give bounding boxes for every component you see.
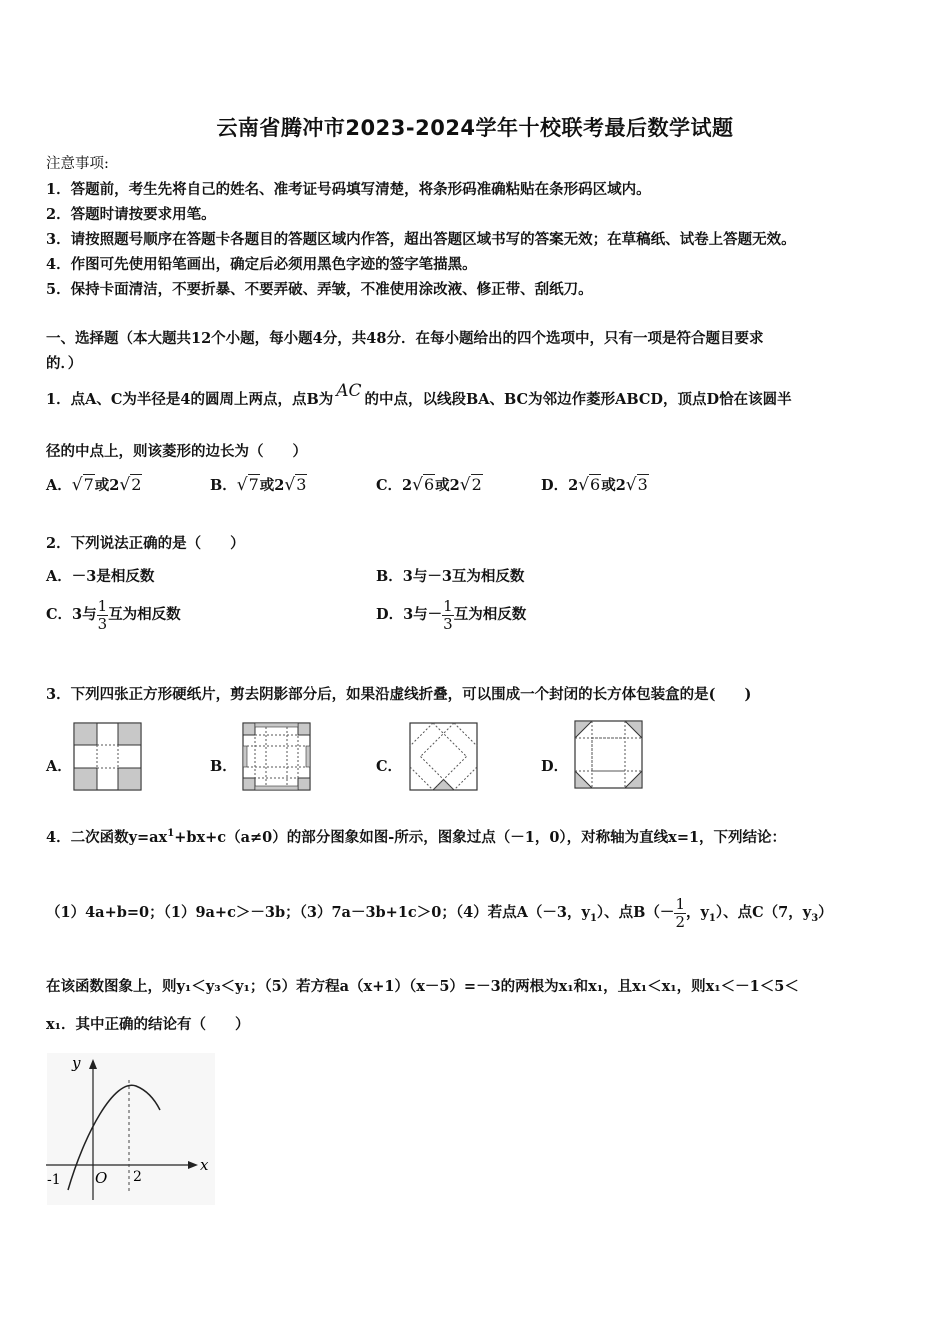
q3-figure-c xyxy=(409,722,479,792)
q1-option-b: B．√7或2√3 xyxy=(210,475,307,495)
two-label: 2 xyxy=(133,1169,142,1185)
question-1-stem-cont: 径的中点上，则该菱形的边长为（ ） xyxy=(46,443,307,460)
q1-option-d: D．2√6或2√3 xyxy=(541,475,648,495)
q3-label-c: C． xyxy=(376,758,403,775)
origin-label: O xyxy=(95,1169,108,1187)
q3-figure-b xyxy=(242,722,312,792)
parabola-graph xyxy=(44,1050,219,1210)
question-4-stem: 4．二次函数$y=ax^1+bx+c(a\ne 0)$的部分图象如图-所示，图象过点（－1，0），对称轴为直线x=1，下列结论： xyxy=(46,828,787,846)
y-axis-label: y xyxy=(72,1054,81,1072)
q3-figure-d xyxy=(574,720,644,790)
q3-label-a: A． xyxy=(46,758,72,775)
question-4-line4: x₁．其中正确的结论有（ ） xyxy=(46,1016,250,1033)
q1-option-a: A．√7或2√2 xyxy=(46,475,142,495)
question-4-line3: 在该函数图象上，则y₁＜y₃＜y₁；（5）若方程a（x+1）（x－5）=－3的两根为x₁和x₁，且x₁＜x₁，则x₁＜－1＜5＜ xyxy=(46,978,799,995)
notice-item: 2．答题时请按要求用笔。 xyxy=(46,206,216,223)
q1-option-c: C．2√6或2√2 xyxy=(376,475,482,495)
x-axis-label: x xyxy=(200,1156,209,1174)
question-1-stem: 1．点A、C为半径是4的圆周上两点，点B为 AC 的中点，以线段BA、BC为邻边作菱形ABCD，顶点D恰在该圆半 xyxy=(46,381,792,408)
question-3-stem: 3．下列四张正方形硬纸片，剪去阴影部分后，如果沿虚线折叠，可以围成一个封闭的长方体包装盒的是( ) xyxy=(46,686,752,703)
section-heading-cont: 的．） xyxy=(46,355,83,372)
notice-item: 5．保持卡面清洁，不要折暴、不要弄破、弄皱，不准使用涂改液、修正带、刮纸刀。 xyxy=(46,281,593,298)
notice-item: 4．作图可先使用铅笔画出，确定后必须用黑色字迹的签字笔描黑。 xyxy=(46,256,477,273)
neg-one-label: -1 xyxy=(47,1172,61,1188)
notice-item: 3．请按照题号顺序在答题卡各题目的答题区域内作答，超出答题区域书写的答案无效；在草稿纸、试卷上答题无效。 xyxy=(46,231,796,248)
q3-figure-a xyxy=(73,722,143,792)
notice-item: 1．答题前，考生先将自己的姓名、准考证号码填写清楚，将条形码准确粘贴在条形码区域内。 xyxy=(46,181,651,198)
notice-heading: 注意事项: xyxy=(46,156,109,172)
q2-option-b: B．3与－3互为相反数 xyxy=(376,568,525,585)
question-4-conclusions: （1）4a+b=0；（1）9a+c＞－3b；（3）7a－3b+1c＞0；（4）若点A（－3，$y_1$）、点B（－ $\frac{1}{2}$ ，$y_1$）、点C（7，$y_3$） xyxy=(46,895,833,931)
q2-option-c: C．3与 $\frac{1}{3}$ 互为相反数 xyxy=(46,597,181,633)
q2-option-d: D．3与－ $\frac{1}{3}$ 互为相反数 xyxy=(376,597,527,633)
section-heading: 一、选择题（本大题共12个小题，每小题4分，共48分．在每小题给出的四个选项中，只有一项是符合题目要求 xyxy=(46,330,764,347)
q3-label-d: D． xyxy=(541,758,569,775)
q3-label-b: B． xyxy=(210,758,237,775)
question-2-stem: 2．下列说法正确的是（ ） xyxy=(46,535,245,552)
q2-option-a: A．－3是相反数 xyxy=(46,568,155,585)
page-title: 云南省腾冲市2023-2024学年十校联考最后数学试题 xyxy=(216,116,734,140)
arc-ac: AC xyxy=(336,381,362,401)
